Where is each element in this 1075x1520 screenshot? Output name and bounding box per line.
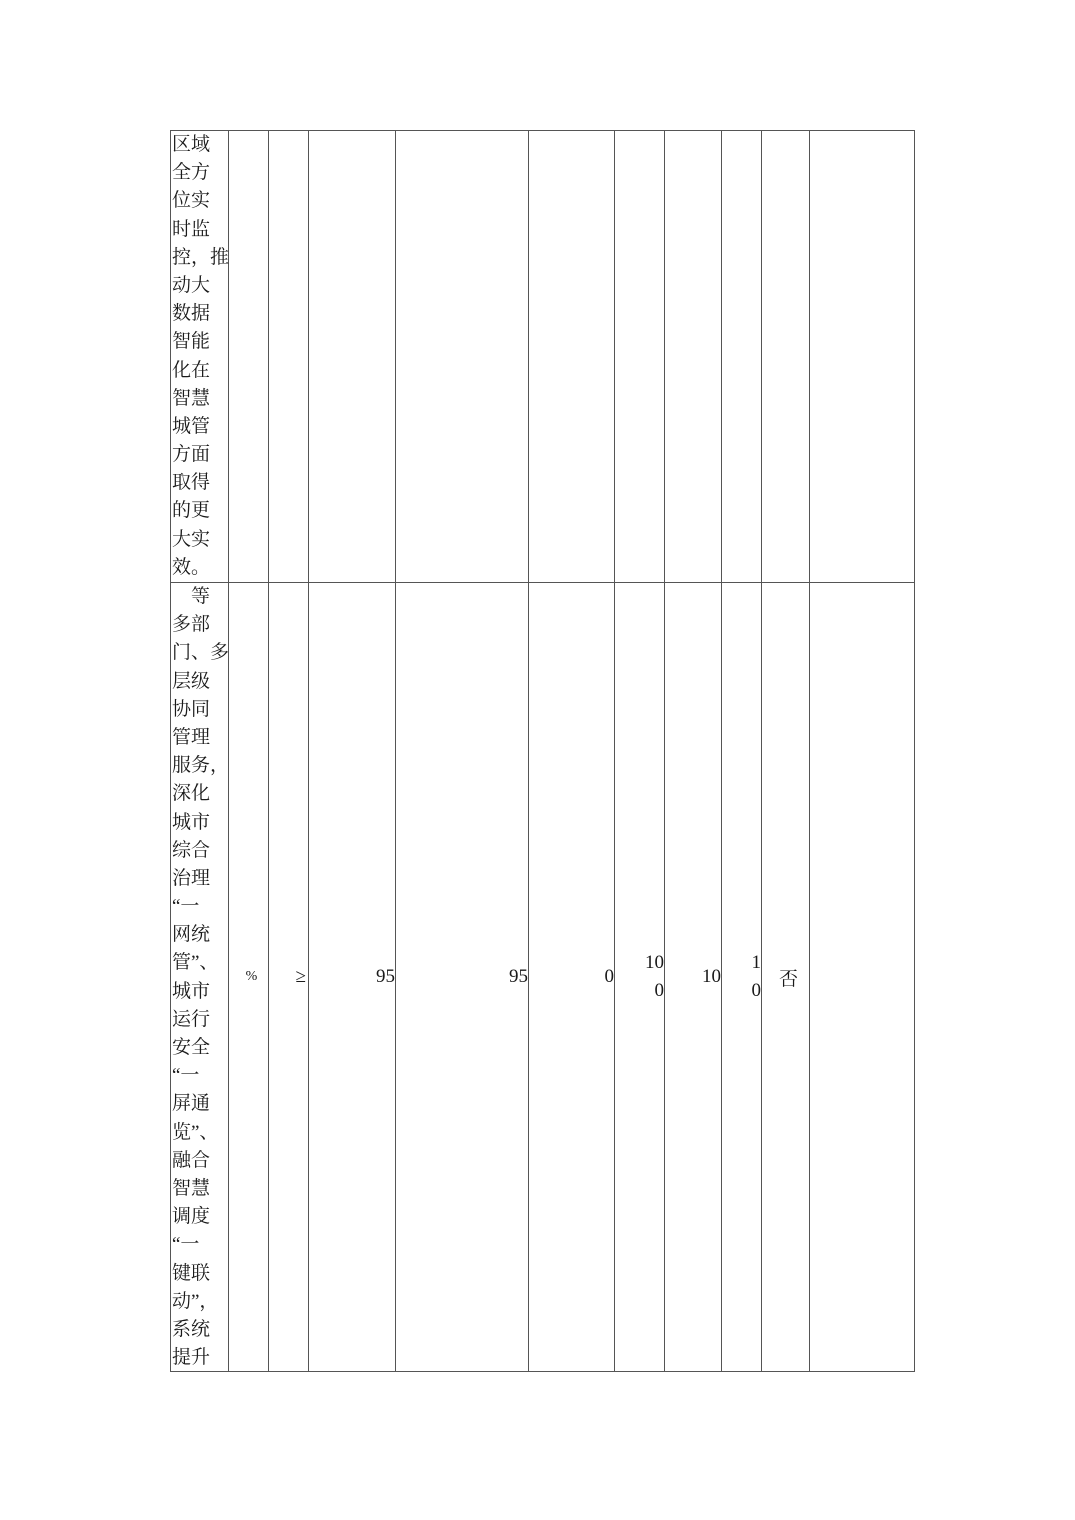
indicator-text-line: 提升 [172, 1347, 211, 1369]
cell-rate [614, 130, 665, 583]
indicator-text-line: 治理 [172, 867, 211, 889]
indicator-text-line: 智慧 [172, 1177, 211, 1199]
indicator-text-line: 服务， [172, 755, 230, 777]
indicator-text-line: 协同 [172, 698, 211, 720]
cell-deviation [528, 582, 615, 1372]
cell-remark [809, 582, 915, 1372]
indicator-text-line: 智能 [172, 331, 211, 353]
indicator-text-line: 时监 [172, 218, 211, 240]
indicator-text-line: 融合 [172, 1149, 211, 1171]
cell-weight [664, 130, 722, 583]
indicator-text-line: 大实 [172, 528, 211, 550]
cell-target-value [308, 130, 396, 583]
indicator-text-line: 位实 [172, 190, 211, 212]
cell-score [721, 130, 762, 583]
rate-value-line: 10 [645, 952, 664, 973]
indicator-text-line: “一 [172, 896, 200, 918]
indicator-text-line: 管”、 [172, 952, 219, 974]
cell-indicator-text [170, 582, 229, 1372]
indicator-text-line: 安全 [172, 1037, 211, 1058]
cell-unit [228, 582, 269, 1372]
indicator-text-line: 等 [172, 586, 211, 607]
indicator-text-line: 运行 [172, 1008, 211, 1030]
indicator-text-line: “一 [172, 1234, 200, 1256]
indicator-text-line: 屏通 [172, 1093, 211, 1115]
actual-value: 95 [509, 966, 528, 987]
cell-comparator [268, 130, 309, 583]
indicator-text-line: 门、多 [172, 642, 230, 664]
deviation-value: 0 [604, 966, 614, 987]
evaluation-table [170, 130, 915, 1372]
indicator-text-line: 层级 [172, 670, 211, 692]
cell-flag [761, 582, 810, 1372]
indicator-text-line: 键联 [172, 1262, 211, 1284]
cell-actual-value [395, 582, 529, 1372]
indicator-text-line: 综合 [172, 839, 211, 861]
indicator-text-line: 取得 [172, 472, 211, 494]
indicator-text-line: 化在 [172, 359, 211, 381]
rate-value [645, 949, 664, 1005]
indicator-text-line: 网统 [172, 924, 211, 946]
score-value-line: 0 [751, 980, 761, 1001]
indicator-text-line: 览”、 [172, 1121, 219, 1143]
indicator-text-line: 管理 [172, 726, 211, 748]
indicator-text-line: 城管 [172, 415, 211, 437]
indicator-text-line: 方面 [172, 444, 211, 466]
indicator-text-line: 数据 [172, 303, 211, 325]
indicator-text-line: 效。 [172, 556, 211, 578]
indicator-text-line: 深化 [172, 783, 211, 805]
cell-weight [664, 582, 722, 1372]
indicator-text-line: 系统 [172, 1318, 211, 1340]
cell-actual-value [395, 130, 529, 583]
indicator-text-line: 多部 [172, 614, 211, 636]
cell-target-value [308, 582, 396, 1372]
indicator-text-line: 城市 [172, 980, 211, 1002]
rate-value-line: 0 [654, 980, 664, 1001]
cell-unit [228, 130, 269, 583]
weight-value: 10 [702, 966, 721, 987]
cell-indicator-text [170, 130, 229, 583]
indicator-text-line: 动大 [172, 274, 211, 296]
cell-score [721, 582, 762, 1372]
indicator-text-line: 调度 [172, 1206, 211, 1228]
indicator-text-line: 的更 [172, 500, 211, 522]
indicator-text-line: “一 [172, 1065, 200, 1087]
unit-value: % [245, 969, 258, 984]
score-value-line: 1 [751, 952, 761, 973]
indicator-text-line: 动”， [172, 1290, 219, 1312]
cell-remark [809, 130, 915, 583]
score-value [752, 949, 762, 1005]
cell-flag [761, 130, 810, 583]
indicator-text-line: 区域 [172, 134, 211, 155]
indicator-text-line: 控，推 [172, 246, 230, 268]
indicator-text-line: 城市 [172, 811, 211, 833]
comparator-value: ≥ [295, 966, 306, 987]
target-value: 95 [376, 966, 395, 987]
cell-deviation [528, 130, 615, 583]
cell-rate [614, 582, 665, 1372]
cell-comparator [268, 582, 309, 1372]
indicator-text-line: 全方 [172, 162, 211, 184]
flag-value: 否 [778, 968, 798, 990]
indicator-text-line: 智慧 [172, 387, 211, 409]
